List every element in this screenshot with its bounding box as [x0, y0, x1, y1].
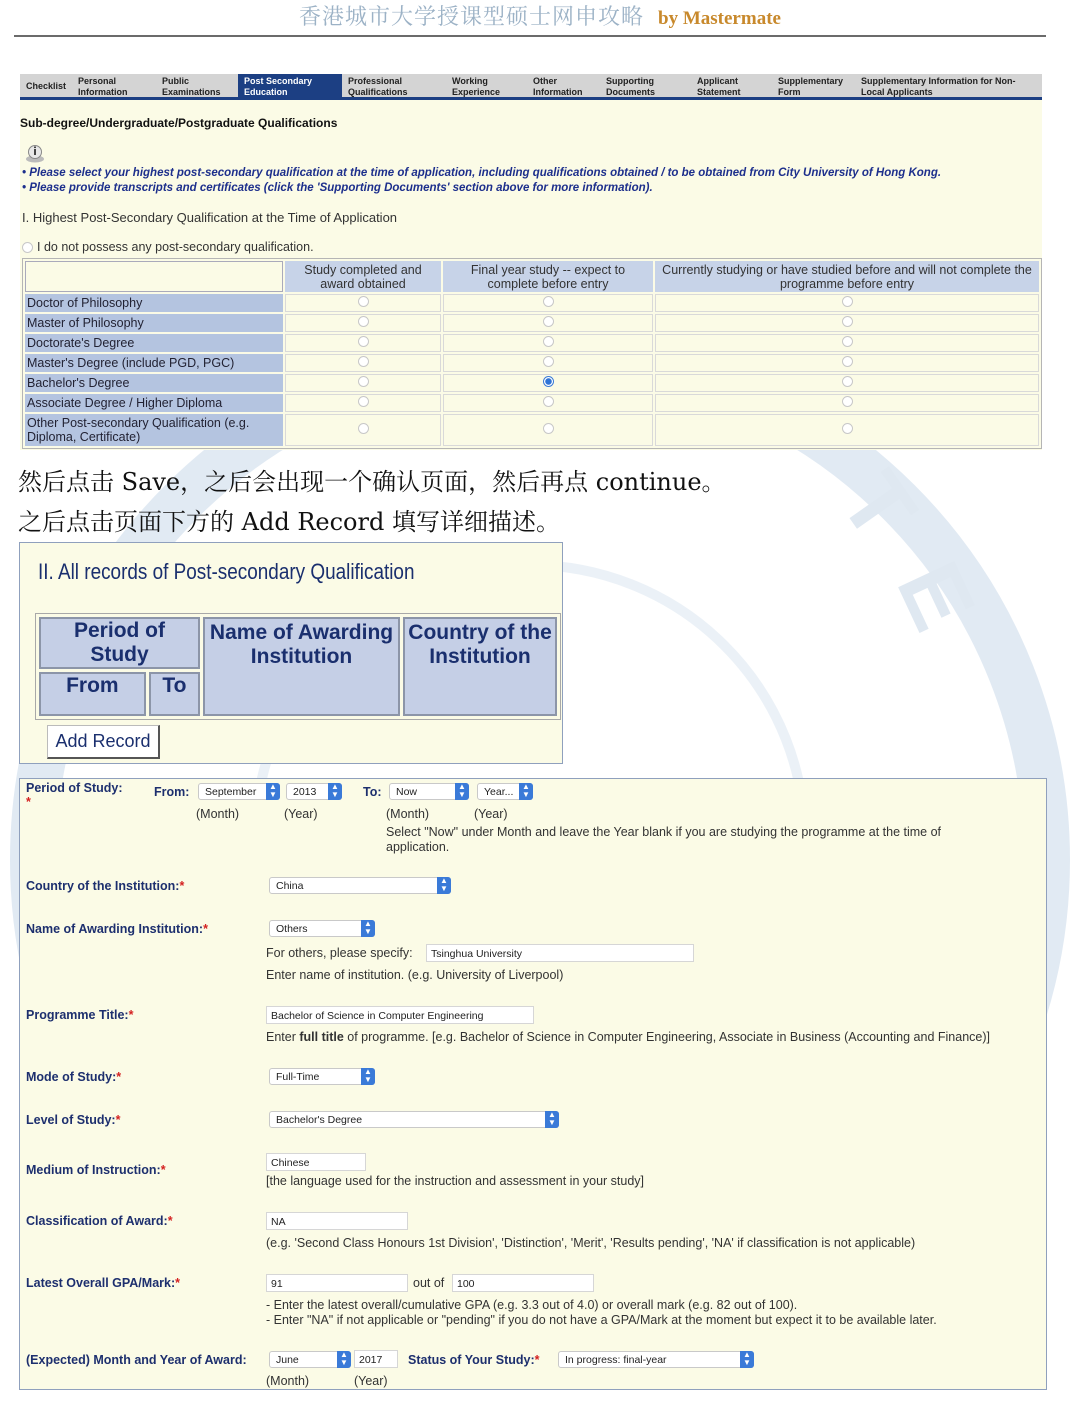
- qualification-radio[interactable]: [358, 396, 369, 407]
- chevron-updown-icon: ▲ ▼: [361, 920, 375, 937]
- out-of-label: out of: [413, 1276, 445, 1290]
- qualification-cell: [285, 334, 441, 352]
- qualification-radio[interactable]: [842, 376, 853, 387]
- qualification-label: Master's Degree (include PGD, PGC): [25, 354, 283, 372]
- column-header: Study completed and award obtained: [285, 261, 441, 292]
- award-year-input[interactable]: 2017: [354, 1350, 398, 1368]
- no-qualification-label: I do not possess any post-secondary qualification.: [37, 240, 314, 254]
- qualification-radio[interactable]: [358, 423, 369, 434]
- qualification-cell: [443, 354, 653, 372]
- chevron-updown-icon: ▲ ▼: [455, 783, 469, 800]
- qualification-radio[interactable]: [842, 423, 853, 434]
- header-divider: [14, 35, 1046, 37]
- institution-hint: Enter name of institution. (e.g. University of Liverpool): [266, 968, 564, 982]
- tab-supporting-documents[interactable]: Supporting Documents: [606, 76, 656, 97]
- instruction-line: 然后点击 Save，之后会出现一个确认页面，然后再点 continue。: [18, 468, 726, 496]
- column-header-to: To: [149, 672, 200, 716]
- programme-label-text: Programme Title:: [26, 1008, 129, 1022]
- watermark-glyph: T: [821, 455, 935, 558]
- qualification-radio[interactable]: [358, 376, 369, 387]
- others-specify-input[interactable]: Tsinghua University: [426, 944, 694, 962]
- tab-checklist[interactable]: Checklist: [26, 81, 67, 91]
- to-year-caption: (Year): [474, 807, 508, 821]
- status-label-text: Status of Your Study:: [408, 1353, 535, 1367]
- classification-label-text: Classification of Award:: [26, 1214, 168, 1228]
- required-star: *: [26, 795, 31, 809]
- medium-label: [26, 1163, 166, 1177]
- to-month-select[interactable]: [389, 783, 469, 800]
- highest-qualification-heading: I. Highest Post-Secondary Qualification at the Time of Application: [22, 210, 398, 225]
- to-month-caption: (Month): [386, 807, 430, 821]
- qualification-label: Doctor of Philosophy: [25, 294, 283, 312]
- qualification-cell: [655, 354, 1039, 372]
- to-year-value: Year...: [484, 786, 514, 798]
- programme-hint-bold: full title: [299, 1030, 344, 1044]
- section-title: Sub-degree/Undergraduate/Postgraduate Qualifications: [20, 116, 338, 130]
- status-label: [408, 1353, 540, 1367]
- gpa-label: [26, 1276, 180, 1290]
- qualification-row: [25, 354, 1039, 372]
- award-month-caption: (Month): [266, 1374, 310, 1388]
- qualification-radio[interactable]: [358, 316, 369, 327]
- required-star: *: [534, 1353, 540, 1367]
- required-star: *: [167, 1214, 173, 1228]
- qualification-table-corner: [25, 261, 283, 292]
- programme-hint-text: Enter: [266, 1030, 300, 1044]
- mode-value: Full-Time: [276, 1071, 320, 1083]
- tab-applicant-statement[interactable]: Applicant Statement: [697, 76, 741, 97]
- qualification-row: [25, 394, 1039, 412]
- to-label: To:: [363, 785, 382, 799]
- country-label-text: Country of the Institution:: [26, 879, 180, 893]
- mode-select[interactable]: [269, 1068, 375, 1085]
- qualification-cell: [285, 294, 441, 312]
- qualification-cell: [655, 394, 1039, 412]
- qualification-radio[interactable]: [842, 316, 853, 327]
- instruction-line: 之后点击页面下方的 Add Record 填写详细描述。: [18, 508, 560, 536]
- records-panel: [19, 542, 563, 764]
- required-star: *: [175, 1276, 181, 1290]
- now-hint: Select "Now" under Month and leave the Year blank if you are studying the programme at the time of application.: [386, 825, 942, 854]
- qualification-radio[interactable]: [543, 423, 554, 434]
- records-table: [35, 613, 561, 720]
- qualification-cell: [655, 294, 1039, 312]
- application-tab-bar: [20, 74, 1042, 100]
- to-year-select[interactable]: [477, 783, 533, 800]
- qualification-radio[interactable]: [358, 336, 369, 347]
- classification-label: [26, 1214, 173, 1228]
- qualification-cell: [443, 334, 653, 352]
- chevron-updown-icon: ▲ ▼: [545, 1111, 559, 1128]
- programme-input[interactable]: Bachelor of Science in Computer Engineering: [266, 1006, 534, 1024]
- gpa-hint: - Enter the latest overall/cumulative GPA (e.g. 3.3 out of 4.0) or overall mark (e.g. 82 out of 100).: [266, 1298, 798, 1312]
- medium-input[interactable]: Chinese: [266, 1153, 366, 1171]
- required-star: *: [160, 1163, 166, 1177]
- qualification-cell: [655, 414, 1039, 446]
- qualification-radio[interactable]: [842, 296, 853, 307]
- column-header-period: Period of Study: [39, 617, 200, 669]
- country-select[interactable]: [269, 877, 451, 894]
- qualification-label: Master of Philosophy: [25, 314, 283, 332]
- from-year-caption: (Year): [284, 807, 318, 821]
- qualification-cell: [285, 394, 441, 412]
- from-month-value: September: [205, 786, 257, 798]
- qualification-row: [25, 374, 1039, 392]
- from-month-select[interactable]: [198, 783, 280, 800]
- qualification-radio[interactable]: [543, 396, 554, 407]
- records-heading: II. All records of Post-secondary Qualification: [38, 559, 415, 584]
- tab-working-experience[interactable]: Working Experience: [452, 76, 501, 97]
- institution-label: [26, 922, 208, 936]
- column-header: Final year study -- expect to complete before entry: [443, 261, 653, 292]
- qualification-radio[interactable]: [543, 356, 554, 367]
- qualification-row: [25, 294, 1039, 312]
- qualification-label: Associate Degree / Higher Diploma: [25, 394, 283, 412]
- gpa-label-text: Latest Overall GPA/Mark:: [26, 1276, 176, 1290]
- qualification-row: [25, 414, 1039, 446]
- institution-value: Others: [276, 923, 308, 935]
- qualification-radio[interactable]: [842, 396, 853, 407]
- column-header-country: Country of the Institution: [403, 617, 557, 716]
- no-qualification-radio[interactable]: [22, 242, 33, 253]
- column-header: Currently studying or have studied before and will not complete the programme before entry: [655, 261, 1039, 292]
- programme-hint: [266, 1030, 990, 1045]
- qualification-cell: [443, 314, 653, 332]
- level-label: [26, 1113, 120, 1127]
- award-year-caption: (Year): [354, 1374, 388, 1388]
- qualification-cell: [285, 414, 441, 446]
- qualification-cell: [285, 314, 441, 332]
- award-month-value: June: [276, 1354, 299, 1366]
- column-header-from: From: [39, 672, 146, 716]
- country-label: [26, 879, 184, 893]
- chevron-updown-icon: ▲ ▼: [337, 1351, 351, 1368]
- from-year-select[interactable]: [286, 783, 342, 800]
- country-value: China: [276, 880, 304, 892]
- programme-label: [26, 1008, 133, 1022]
- from-label: From:: [154, 785, 190, 799]
- qualification-cell: [443, 294, 653, 312]
- qualification-label: Other Post-secondary Qualification (e.g. Diploma, Certificate): [25, 414, 283, 446]
- period-of-study-label: [26, 781, 123, 809]
- qualification-radio[interactable]: [358, 356, 369, 367]
- classification-hint: (e.g. 'Second Class Honours 1st Division', 'Distinction', 'Merit', 'Results pending', 'NA' if classification is not applicable): [266, 1236, 916, 1250]
- medium-label-text: Medium of Instruction:: [26, 1163, 161, 1177]
- gpa-hint: - Enter "NA" if not applicable or "pending" if you do not have a GPA/Mark at the moment but expect it to be available later.: [266, 1313, 937, 1327]
- chevron-updown-icon: ▲ ▼: [437, 877, 451, 894]
- programme-hint-text: of programme. [e.g. Bachelor of Science in Computer Engineering, Associate in Business (Accounting and Finance)]: [343, 1030, 990, 1044]
- chevron-updown-icon: ▲ ▼: [328, 783, 342, 800]
- tab-personal-information[interactable]: Personal Information: [78, 76, 128, 97]
- tab-professional-qualifications[interactable]: Professional Qualifications: [348, 76, 408, 97]
- note-item: • Please provide transcripts and certificates (click the 'Supporting Documents' section above for more information).: [22, 181, 941, 196]
- medium-hint: [the language used for the instruction and assessment in your study]: [266, 1174, 645, 1188]
- tab-supplementary-form[interactable]: Supplementary Form: [778, 76, 844, 97]
- from-year-value: 2013: [293, 786, 317, 798]
- mode-label-text: Mode of Study:: [26, 1070, 117, 1084]
- qualification-radio[interactable]: [543, 316, 554, 327]
- record-form-panel: [19, 778, 1047, 1390]
- qualification-radio[interactable]: [543, 296, 554, 307]
- instruction-notes: [22, 166, 941, 196]
- qualification-radio[interactable]: [842, 356, 853, 367]
- note-item: • Please select your highest post-secondary qualification at the time of application, including qualifications obtained / to be obtained from City University of Hong Kong.: [22, 166, 941, 181]
- no-qualification-option[interactable]: [22, 240, 314, 254]
- tab-supplementary-non-local[interactable]: Supplementary Information for Non-Local Applicants: [861, 76, 1016, 97]
- award-month-select[interactable]: [269, 1351, 351, 1368]
- tab-public-examinations[interactable]: Public Examinations: [162, 76, 221, 97]
- chevron-updown-icon: ▲ ▼: [519, 783, 533, 800]
- qualification-cell: [443, 414, 653, 446]
- status-select[interactable]: [558, 1351, 754, 1368]
- period-of-study-text: Period of Study:: [26, 781, 123, 795]
- others-specify-label: For others, please specify:: [266, 946, 413, 960]
- qualification-cell: [655, 314, 1039, 332]
- qualification-radio[interactable]: [842, 336, 853, 347]
- gpa-out-of-input[interactable]: 100: [452, 1274, 594, 1292]
- level-value: Bachelor's Degree: [276, 1114, 363, 1126]
- qualification-radio[interactable]: [543, 336, 554, 347]
- qualification-cell: [285, 354, 441, 372]
- qualification-cell: [285, 374, 441, 392]
- required-star: *: [179, 879, 185, 893]
- watermark-glyph: E: [877, 547, 994, 645]
- from-month-caption: (Month): [196, 807, 240, 821]
- add-record-button[interactable]: Add Record: [47, 725, 160, 759]
- qualification-panel: [20, 74, 1042, 450]
- qualification-radio[interactable]: [358, 296, 369, 307]
- required-star: *: [116, 1070, 122, 1084]
- qualification-row: [25, 314, 1039, 332]
- required-star: *: [128, 1008, 134, 1022]
- info-icon: [24, 144, 46, 164]
- qualification-cell: [443, 394, 653, 412]
- required-star: *: [115, 1113, 121, 1127]
- tab-other-information[interactable]: Other Information: [533, 76, 583, 97]
- gpa-input[interactable]: 91: [266, 1274, 408, 1292]
- chevron-updown-icon: ▲ ▼: [740, 1351, 754, 1368]
- mode-label: [26, 1070, 121, 1084]
- level-select[interactable]: [269, 1111, 559, 1128]
- institution-label-text: Name of Awarding Institution:: [26, 922, 204, 936]
- qualification-cell: [655, 374, 1039, 392]
- qualification-label: Doctorate's Degree: [25, 334, 283, 352]
- required-star: *: [203, 922, 208, 936]
- status-value: In progress: final-year: [565, 1354, 667, 1366]
- qualification-cell: [443, 374, 653, 392]
- tab-post-secondary-education[interactable]: Post Secondary Education: [238, 74, 342, 97]
- to-month-value: Now: [396, 786, 418, 798]
- qualification-table: [22, 258, 1042, 449]
- qualification-cell: [655, 334, 1039, 352]
- level-label-text: Level of Study:: [26, 1113, 116, 1127]
- document-title: 香港城市大学授课型硕士网申攻略: [299, 5, 645, 30]
- qualification-label: Bachelor's Degree: [25, 374, 283, 392]
- qualification-row: [25, 334, 1039, 352]
- chevron-updown-icon: ▲ ▼: [361, 1068, 375, 1085]
- qualification-radio[interactable]: [543, 376, 554, 387]
- award-date-label: (Expected) Month and Year of Award:: [26, 1353, 247, 1367]
- column-header-institution: Name of Awarding Institution: [203, 617, 400, 716]
- brand-label: by Mastermate: [658, 8, 781, 29]
- classification-input[interactable]: NA: [266, 1212, 408, 1230]
- chevron-updown-icon: ▲ ▼: [266, 783, 280, 800]
- institution-select[interactable]: [269, 920, 375, 937]
- document-header: [0, 0, 1080, 36]
